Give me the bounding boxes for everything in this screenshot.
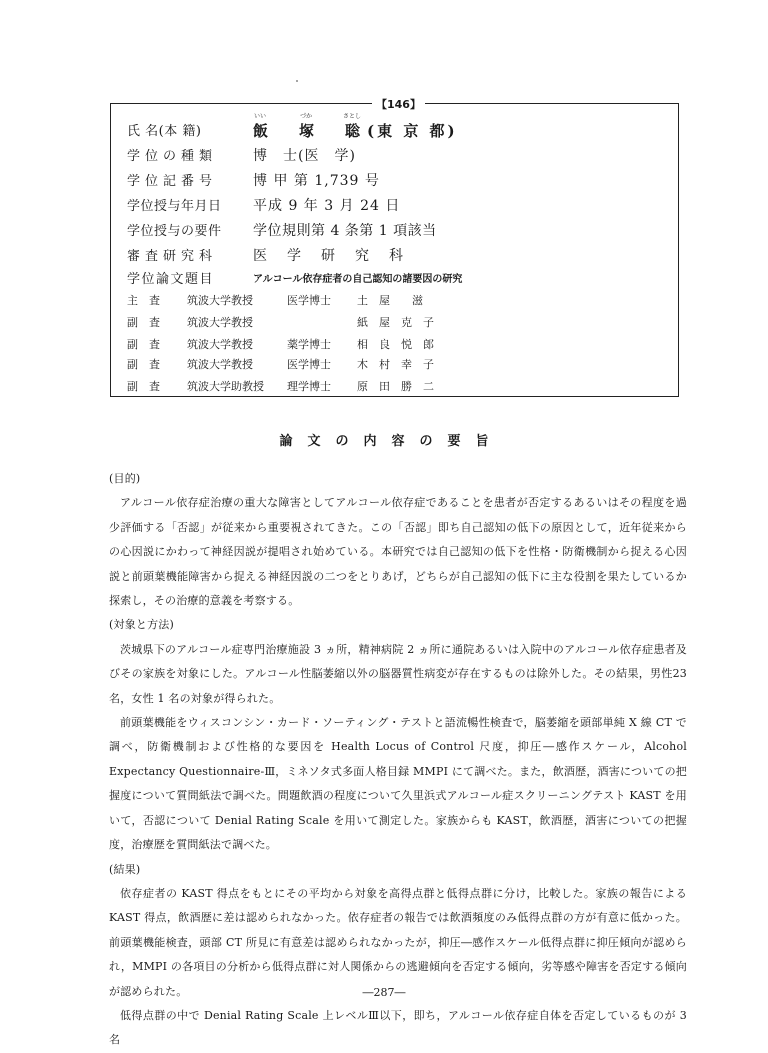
examiner-role: 副 査	[127, 316, 160, 329]
record-number-value: 博 甲 第 1,739 号	[253, 173, 380, 189]
department-value: 医 学 研 究 科	[253, 248, 406, 264]
examiner-affiliation: 筑波大学助教授	[187, 380, 264, 393]
given-name: さとし 聡	[343, 113, 362, 140]
examiner-affiliation: 筑波大学教授	[187, 294, 253, 307]
examiner-affiliation: 筑波大学教授	[187, 358, 253, 371]
examiner-degree: 理学博士	[287, 380, 331, 393]
scan-speck	[296, 80, 298, 82]
record-number: 【146】	[372, 96, 425, 112]
examiner-name: 木 村 幸 子	[357, 358, 434, 371]
name-origin: (東 京 都)	[367, 122, 458, 140]
examiner-degree: 医学博士	[287, 358, 331, 371]
date-label: 学位授与年月日	[127, 199, 222, 214]
examiner-name: 相 良 悦 郎	[357, 338, 434, 351]
name-row	[127, 113, 667, 140]
department-label: 審査研究科	[127, 249, 218, 264]
paragraph-methods: 前頭葉機能をウィスコンシン・カード・ソーティング・テストと語流暢性検査で，脳萎縮を頭部単純 X 線 CT で調べ，防衛機制および性格的な要因を Health Locus of Control 尺度，抑圧―感作スケール，Alcohol Expectancy Questionnaire-Ⅲ，ミネソタ式多面人格目録 MMPI にて調べた。また，飲酒歴，酒害についての把握度について質問紙法で調べた。問題飲酒の程度について久里浜式アルコール症スクリーニングテスト KAST を用いて，否認について Denial Rating Scale を用いて測定した。家族からも KAST，飲酒歴，酒害についての把握度，治療歴を質問紙法で調べた。	[109, 716, 687, 852]
abstract-body	[109, 467, 687, 1053]
family-name-1: いい 飯	[253, 113, 269, 140]
examiner-affiliation: 筑波大学教授	[187, 338, 253, 351]
requirement-value: 学位規則第 4 条第 1 項該当	[253, 223, 437, 239]
examiner-name: 紙 屋 克 子	[357, 316, 434, 329]
ruby-family-1: いい	[254, 113, 267, 120]
paragraph-subjects: 茨城県下のアルコール症専門治療施設 3 ヵ所，精神病院 2 ヵ所に通院あるいは入院中のアルコール依存症患者及びその家族を対象にした。アルコール性脳萎縮以外の脳器質性病変が存在するものは除外した。その結果，男性23名，女性 1 名の対象が得られた。	[109, 642, 687, 705]
examiner-role: 副 査	[127, 380, 160, 393]
examiner-role: 副 査	[127, 338, 160, 351]
examiner-degree: 薬学博士	[287, 338, 331, 351]
section-heading-purpose: (目的)	[109, 472, 141, 485]
family-name-2: づか 塚	[299, 113, 315, 140]
date-value: 平成 9 年 3 月 24 日	[253, 198, 401, 214]
page-number: ―287―	[362, 986, 406, 999]
degree-label: 学位の種類	[127, 149, 218, 164]
examiner-role: 主 査	[127, 294, 160, 307]
name-label: 氏 名(本 籍)	[127, 124, 202, 139]
ruby-given: さとし	[343, 113, 362, 120]
paragraph-results-continued: 低得点群の中で Denial Rating Scale 上レベルⅢ以下，即ち，アルコール依存症自体を否定しているものが 3 名	[109, 1008, 687, 1047]
record-number-label: 学位記番号	[127, 174, 218, 189]
abstract-title: 論文の内容の要旨	[279, 434, 504, 449]
requirement-label: 学位授与の要件	[127, 224, 222, 239]
examiner-name: 土 屋 滋	[357, 294, 423, 307]
degree-value: 博 士(医 学)	[253, 148, 356, 164]
section-heading-method: (対象と方法)	[109, 618, 174, 632]
paragraph-purpose: アルコール依存症治療の重大な障害としてアルコール依存症であることを患者が否定するあるいはその程度を過少評価する「否認」が従来から重要視されてきた。この「否認」即ち自己認知の低下の原因として，近年従来からの心因説にかわって神経因説が提唱され始めている。本研究では自己認知の低下を性格・防衛機制から捉える心因説と前頭葉機能障害から捉える神経因説の二つをとりあげ，どちらが自己認知の低下に主な役割を果たしているか探索し，その治療的意義を考察する。	[109, 496, 687, 608]
ruby-family-2: づか	[300, 113, 313, 120]
section-heading-result: (結果)	[109, 862, 141, 876]
thesis-label: 学位論文題目	[127, 272, 215, 287]
examiner-name: 原 田 勝 二	[357, 380, 434, 393]
paragraph-results: 依存症者の KAST 得点をもとにその平均から対象を高得点群と低得点群に分け，比較した。家族の報告による KAST 得点，飲酒歴に差は認められなかった。依存症者の報告では飲酒頻度のみ低得点群の方が有意に低かった。前頭葉機能検査，頭部 CT 所見に有意差は認められなかったが，抑圧―感作スケール低得点群に抑圧傾向が認められ，MMPI の各項目の分析から低得点群に対人関係からの逃避傾向を否定する傾向，劣等感や障害を否定する傾向が認められた。	[109, 886, 687, 998]
examiner-affiliation: 筑波大学教授	[187, 316, 253, 329]
thesis-title: アルコール依存症者の自己認知の諸要因の研究	[253, 274, 463, 285]
examiner-degree: 医学博士	[287, 294, 331, 307]
examiner-role: 副 査	[127, 358, 160, 371]
